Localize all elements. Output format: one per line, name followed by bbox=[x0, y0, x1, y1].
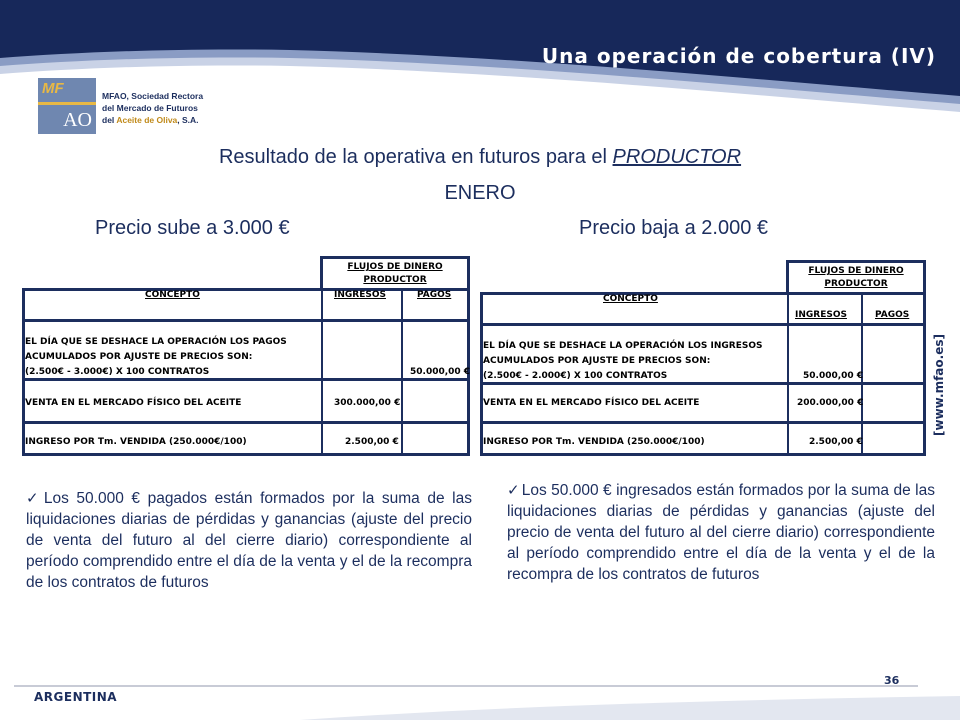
logo-mark-bottom: AO bbox=[63, 109, 92, 131]
footer-divider bbox=[14, 685, 918, 687]
table-row: INGRESO POR Tm. VENDIDA (250.000€/100) 2.500,00 € bbox=[22, 421, 470, 456]
note-payments-explanation: ✓ Los 50.000 € pagados están formados por la suma de las liquidaciones diarias de pérdidas y ganancias (ajuste del precio de venta del futuro al del cierre diario) correspondiente al período comprendido entre el día de la venta y el de la recompra de los contratos de futuros bbox=[26, 490, 472, 591]
page-number: 36 bbox=[884, 674, 900, 687]
slide-title: Una operación de cobertura (IV) bbox=[541, 44, 936, 68]
website-url: [www.mfao.es] bbox=[932, 334, 946, 436]
cashflow-table-price-down bbox=[480, 260, 926, 456]
mfao-logo bbox=[38, 78, 238, 138]
table-row: VENTA EN EL MERCADO FÍSICO DEL ACEITE 300.000,00 € bbox=[22, 378, 470, 424]
month-label: ENERO bbox=[444, 182, 516, 204]
logo-mark-top: MF bbox=[42, 80, 64, 97]
table-group-header: FLUJOS DE DINERO PRODUCTOR bbox=[786, 260, 926, 292]
mfao-logo-mark bbox=[38, 78, 96, 134]
scenario-price-up: Precio sube a 3.000 € bbox=[95, 217, 290, 239]
col-header-income: INGRESOS bbox=[334, 290, 386, 300]
col-header-concept: CONCEPTO bbox=[145, 290, 200, 300]
footer-decoration bbox=[300, 686, 960, 720]
table-group-header: FLUJOS DE DINERO PRODUCTOR bbox=[320, 256, 470, 288]
table-header-row bbox=[22, 288, 470, 322]
section-subtitle: Resultado de la operativa en futuros para el PRODUCTOR bbox=[218, 146, 742, 168]
cashflow-table-price-up bbox=[22, 256, 470, 456]
checkmark-icon: ✓ bbox=[507, 482, 520, 499]
col-header-concept: CONCEPTO bbox=[603, 294, 658, 304]
subtitle-emphasis: PRODUCTOR bbox=[612, 146, 742, 168]
col-header-payments: PAGOS bbox=[417, 290, 452, 300]
table-header-row bbox=[480, 292, 926, 326]
table-row: INGRESO POR Tm. VENDIDA (250.000€/100) 2.500,00 € bbox=[480, 421, 926, 456]
table-row: EL DÍA QUE SE DESHACE LA OPERACIÓN LOS PAGOS ACUMULADOS POR AJUSTE DE PRECIOS SON: (2.500€ - 3.000€) X 100 CONTRATOS 50.000,00 € bbox=[22, 319, 470, 381]
note-income-explanation: ✓ Los 50.000 € ingresados están formados por la suma de las liquidaciones diarias de pérdidas y ganancias (ajuste del precio de venta del futuro al del cierre diario) correspondiente al período comprendido entre el día de la venta y el de la recompra de los contratos de futuros bbox=[507, 482, 935, 583]
col-header-income: INGRESOS bbox=[795, 310, 847, 320]
footer-country: ARGENTINA bbox=[34, 690, 118, 704]
table-row: VENTA EN EL MERCADO FÍSICO DEL ACEITE 200.000,00 € bbox=[480, 382, 926, 424]
scenario-price-down: Precio baja a 2.000 € bbox=[579, 217, 769, 239]
table-row: EL DÍA QUE SE DESHACE LA OPERACIÓN LOS INGRESOS ACUMULADOS POR AJUSTE DE PRECIOS SON: (2.500€ - 2.000€) X 100 CONTRATOS 50.000,00 € bbox=[480, 323, 926, 385]
col-header-payments: PAGOS bbox=[875, 310, 910, 320]
logo-company-name: MFAO, Sociedad Rectora del Mercado de Futuros del Aceite de Oliva, S.A. bbox=[102, 91, 204, 125]
checkmark-icon: ✓ bbox=[26, 490, 42, 507]
